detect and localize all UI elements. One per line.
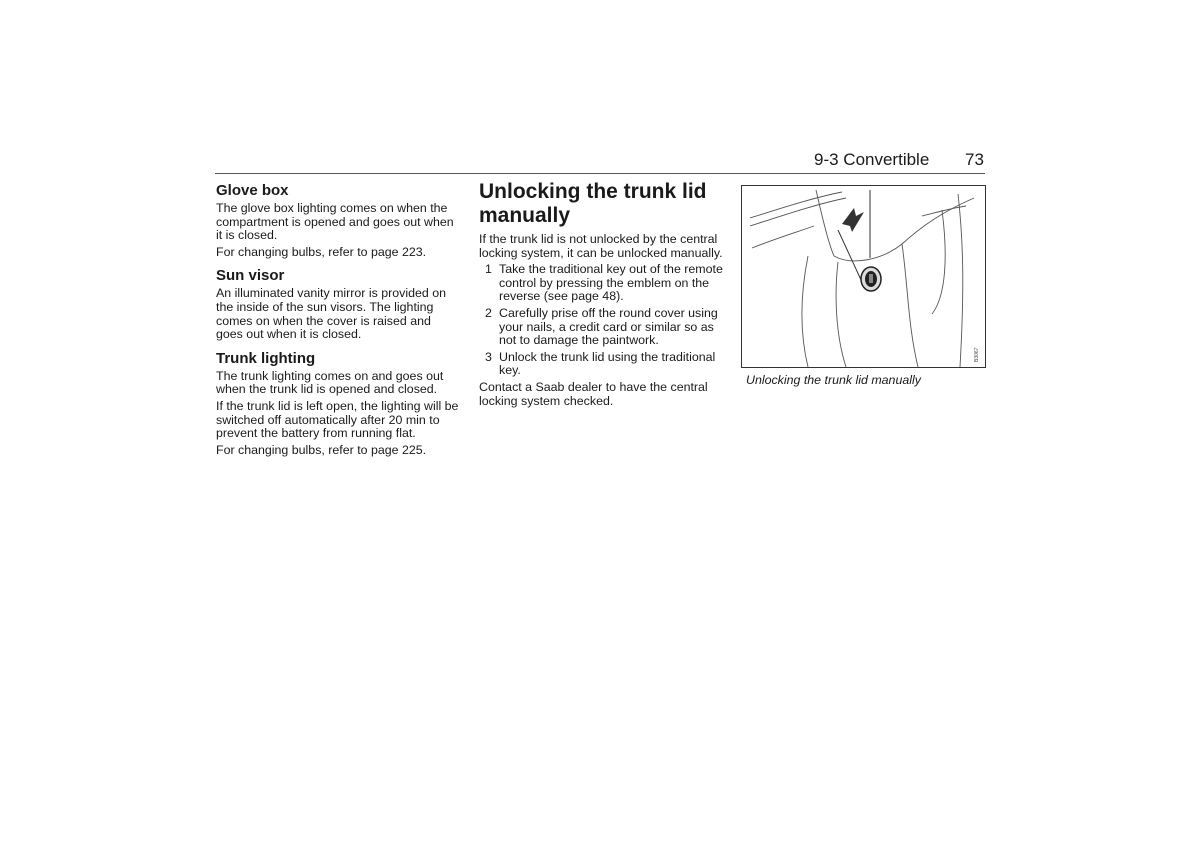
svg-text:B3067: B3067 [974,347,980,362]
middle-column [479,180,725,411]
steps-list [479,263,725,378]
header-rule [215,173,985,174]
list-item [479,351,725,378]
list-item [479,263,725,304]
trunk-lid-illustration [741,185,986,368]
paragraph: An illuminated vanity mirror is provided on the inside of the sun visors. The lighting comes on when the cover is raised and goes out when it is closed. [216,286,447,342]
page-number: 73 [965,150,984,169]
section-glove-box [216,182,461,259]
step-text: Carefully prise off the round cover using your nails, a credit card or similar so as not to damage the paintwork. [499,305,718,348]
paragraph: For changing bulbs, refer to page 223. [216,244,427,259]
paragraph: For changing bulbs, refer to page 225. [216,442,427,457]
section-sun-visor [216,267,461,341]
step-number: 1 [485,262,492,277]
trunk-lock-drawing [742,186,985,367]
paragraph: The glove box lighting comes on when the compartment is opened and goes out when it is closed. [216,201,454,243]
step-number: 3 [485,349,492,364]
section-trunk-lighting [216,350,461,458]
heading-trunk-lighting: Trunk lighting [216,349,316,367]
main-heading: Unlocking the trunk lid manually [479,180,707,227]
paragraph: The trunk lighting comes on and goes out when the trunk lid is opened and closed. [216,368,444,397]
heading-glove-box: Glove box [216,182,289,199]
header-title: 9-3 Convertible [814,150,930,169]
figure-caption: Unlocking the trunk lid manually [746,373,921,387]
figure-code-label [974,347,980,362]
left-column [216,182,461,460]
heading-sun-visor: Sun visor [216,267,285,285]
intro-paragraph: If the trunk lid is not unlocked by the central locking system, it can be unlocked manually. [479,232,723,260]
list-item [479,307,725,348]
paragraph: If the trunk lid is left open, the lighting will be switched off automatically after 20 min to prevent the battery from running flat. [216,398,459,441]
step-number: 2 [485,305,492,320]
outro-paragraph: Contact a Saab dealer to have the central locking system checked. [479,379,708,408]
step-text: Take the traditional key out of the remote control by pressing the emblem on the reverse (see page 48). [499,262,723,304]
step-text: Unlock the trunk lid using the traditional key. [499,349,716,378]
